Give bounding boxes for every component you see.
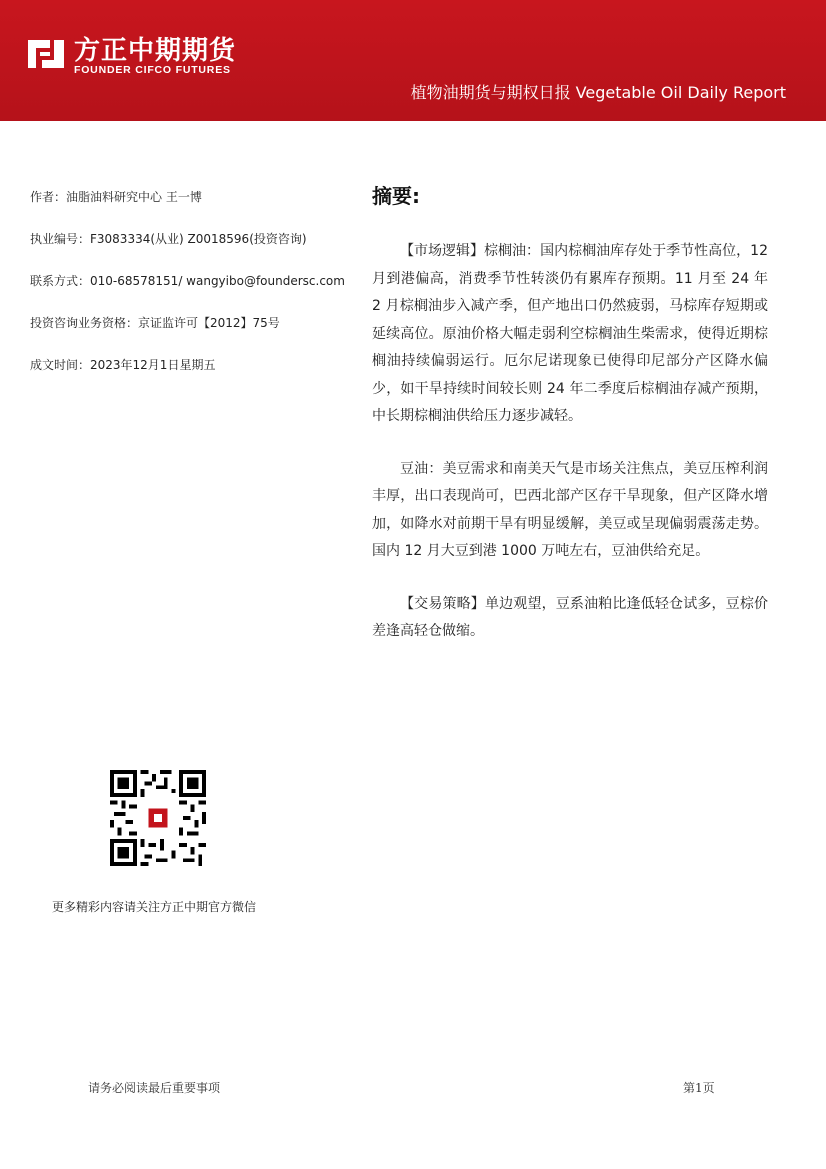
wechat-qr-code-icon	[110, 770, 206, 866]
license-line: 执业编号：F3083334(从业) Z0018596(投资咨询)	[30, 232, 307, 246]
qualification-line: 投资咨询业务资格：京证监许可【2012】75号	[30, 316, 280, 330]
qr-caption: 更多精彩内容请关注方正中期官方微信	[52, 900, 257, 914]
author-line: 作者：油脂油料研究中心 王一博	[30, 190, 202, 204]
footer-notice: 请务必阅读最后重要事项	[88, 1081, 221, 1095]
summary-body	[372, 238, 768, 671]
trading-strategy-paragraph: 【交易策略】单边观望，豆系油粕比逢低轻仓试多，豆棕价差逢高轻仓做缩。	[372, 595, 768, 639]
soybean-oil-paragraph: 豆油：美豆需求和南美天气是市场关注焦点，美豆压榨利润丰厚，出口表现尚可，巴西北部产区存干旱现象，但产区降水增加，如降水对前期干旱有明显缓解，美豆或呈现偏弱震荡走势。国内 12 月大豆到港 1000 万吨左右，豆油供给充足。	[372, 460, 768, 559]
report-header	[0, 0, 826, 121]
report-title: 植物油期货与期权日报 Vegetable Oil Daily Report	[410, 83, 786, 102]
founder-logo-icon	[24, 34, 68, 74]
author-info	[30, 188, 360, 398]
contact-line: 联系方式：010-68578151/ wangyibo@foundersc.com	[30, 274, 345, 288]
brand-name-cn: 方正中期期货	[74, 36, 237, 66]
page-number: 第1页	[683, 1081, 715, 1095]
summary-title: 摘要:	[372, 184, 420, 208]
brand-name-en: FOUNDER CIFCO FUTURES	[74, 64, 231, 76]
date-line: 成文时间：2023年12月1日星期五	[30, 358, 216, 372]
market-logic-paragraph: 【市场逻辑】棕榈油：国内棕榈油库存处于季节性高位，12 月到港偏高，消费季节性转淡仍有累库存预期。11 月至 24 年 2 月棕榈油步入减产季，但产地出口仍然疲弱，马棕库存短期或延续高位。原油价格大幅走弱利空棕榈油生柴需求，使得近期棕榈油持续偏弱运行。厄尔尼诺现象已使得印尼部分产区降水偏少，如干旱持续时间较长则 24 年二季度后棕榈油存减产预期，中长期棕榈油供给压力逐步减轻。	[372, 243, 768, 424]
